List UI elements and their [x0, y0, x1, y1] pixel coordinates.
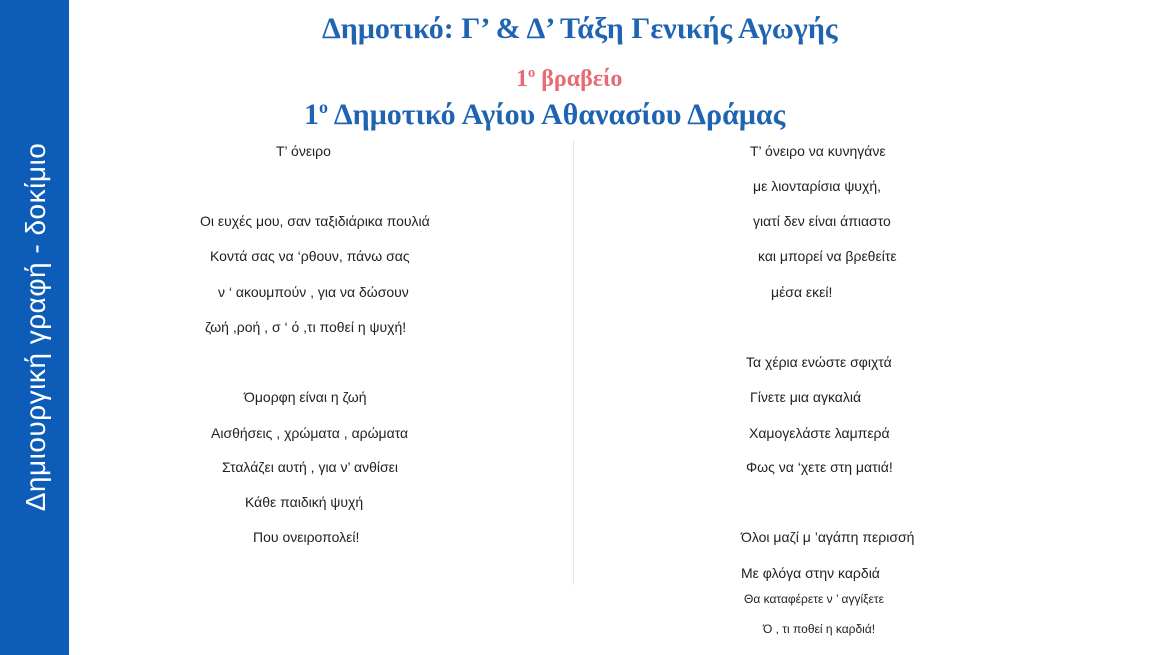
poem-right-line: και μπορεί να βρεθείτε — [758, 248, 897, 264]
poem-left-line: Κάθε παιδική ψυχή — [245, 494, 364, 510]
poem-right-line: γιατί δεν είναι άπιαστο — [753, 213, 891, 229]
school-text: Δημοτικό Αγίου Αθανασίου Δράμας — [333, 98, 786, 131]
prize-label — [516, 66, 622, 93]
poem-right-line: Τ’ όνειρο να κυνηγάνε — [750, 143, 886, 159]
school-number: 1 — [304, 98, 319, 131]
poem-right-line: Με φλόγα στην καρδιά — [741, 565, 880, 581]
poem-left-line: ζωή ,ροή , σ ‘ ό ,τι ποθεί η ψυχή! — [205, 319, 407, 335]
poem-left-line: Σταλάζει αυτή , για ν’ ανθίσει — [222, 459, 398, 475]
prize-superscript: ο — [528, 65, 536, 81]
poem-right-line: μέσα εκεί! — [771, 284, 833, 300]
poem-left-line: Οι ευχές μου, σαν ταξιδιάρικα πουλιά — [200, 213, 430, 229]
page-title: Δημοτικό: Γ’ & Δ’ Τάξη Γενικής Αγωγής — [322, 12, 838, 45]
poem-right-line: Ό , τι ποθεί η καρδιά! — [763, 622, 876, 636]
poem-right-line: Όλοι μαζί μ ’αγάπη περισσή — [741, 529, 915, 545]
poem-right-line: με λιονταρίσια ψυχή, — [753, 178, 881, 194]
prize-text: βραβείο — [541, 66, 623, 92]
school-name — [304, 98, 785, 132]
column-divider — [573, 140, 574, 585]
poem-left-line: Αισθήσεις , χρώματα , αρώματα — [211, 425, 409, 441]
prize-number: 1 — [516, 66, 528, 92]
poem-right-line: Θα καταφέρετε ν ’ αγγίξετε — [744, 592, 884, 606]
school-superscript: ο — [319, 97, 328, 117]
poem-left-line: Κοντά σας να ‘ρθουν, πάνω σας — [210, 248, 410, 264]
poem-left-line: ν ‘ ακουμπούν , για να δώσουν — [218, 284, 409, 300]
poem-right-line: Χαμογελάστε λαμπερά — [749, 425, 890, 441]
poem-right-line: Τα χέρια ενώστε σφιχτά — [746, 354, 892, 370]
poem-right-line: Γίνετε μια αγκαλιά — [750, 389, 862, 405]
poem-left-line: Που ονειροπολεί! — [253, 529, 360, 545]
poem-left-line: Όμορφη είναι η ζωή — [244, 389, 367, 405]
sidebar — [0, 0, 69, 655]
poem-right-line: Φως να ‘χετε στη ματιά! — [746, 459, 893, 475]
sidebar-title: Δημιουργική γραφή - δοκίμιο — [20, 142, 51, 512]
poem-left-line: Τ’ όνειρο — [276, 143, 331, 159]
